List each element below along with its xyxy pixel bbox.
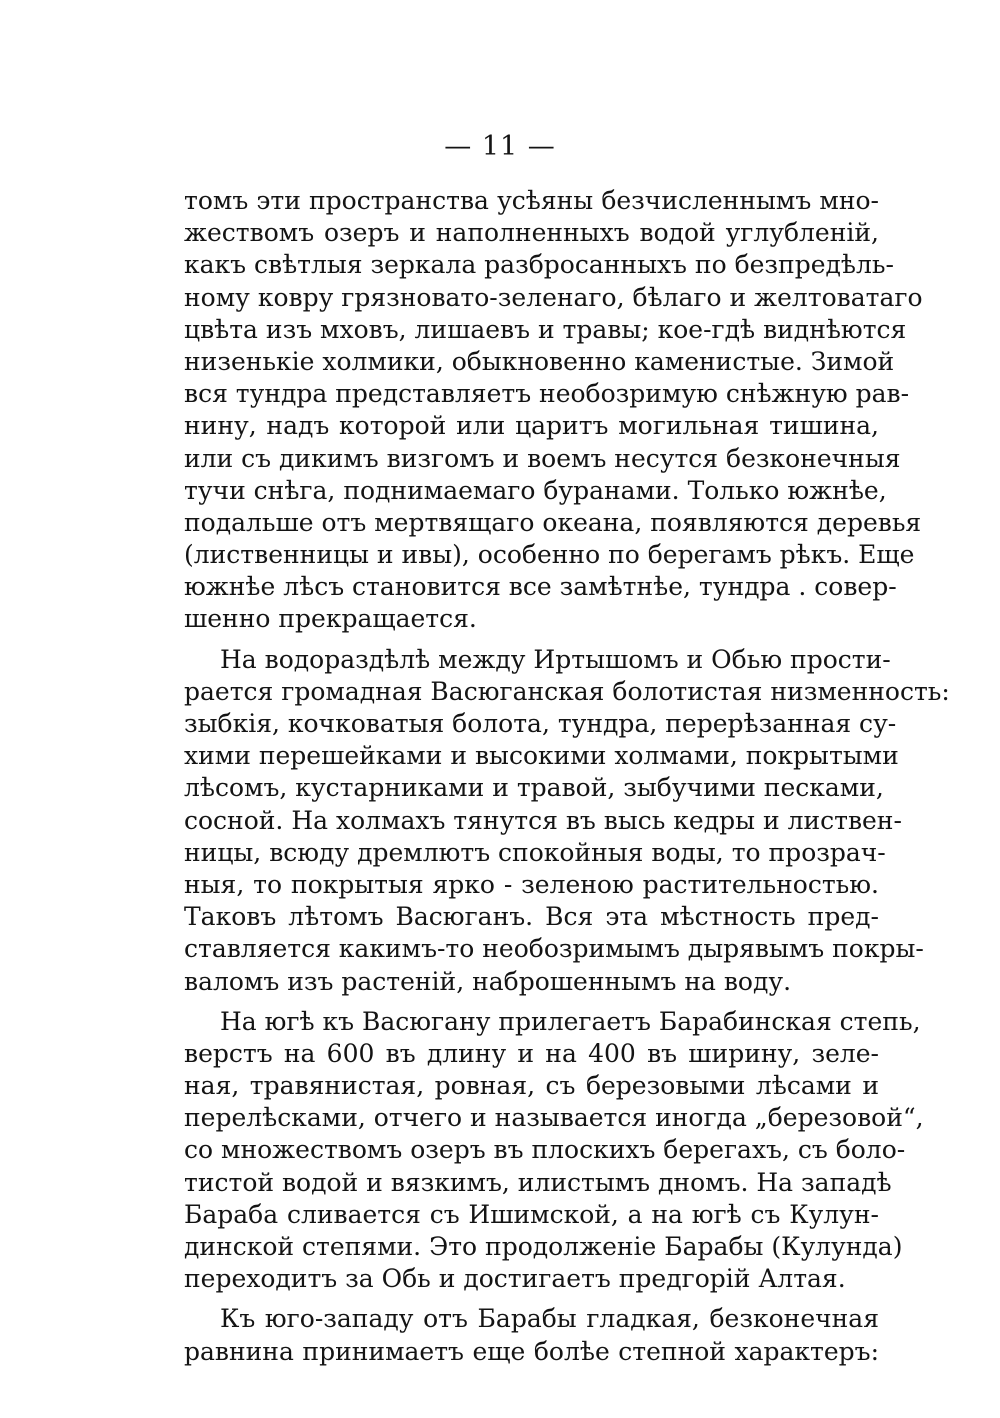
text-line: лѣсомъ, кустарниками и травой, зыбучими песками, (184, 773, 884, 803)
text-line: На югѣ къ Васюгану прилегаетъ Барабинская степь, (220, 1006, 921, 1036)
text-line: (лиственницы и ивы), особенно по берегамъ рѣкъ. Еще (184, 540, 915, 570)
text-line: подальше отъ мертвящаго океана, появляются деревья (184, 507, 922, 537)
text-line: цвѣта изъ мховъ, лишаевъ и травы; кое-гдѣ виднѣются (184, 314, 907, 344)
text-line: валомъ изъ растеній, наброшеннымъ на воду. (184, 966, 792, 996)
text-line: верстъ на 600 въ длину и на 400 въ ширину, зеле- (184, 1038, 879, 1068)
text-line: вся тундра представляетъ необозримую снѣжную рав- (184, 379, 910, 409)
text-line: На водораздѣлѣ между Иртышомъ и Обью прости- (220, 644, 891, 674)
text-line: ная, травянистая, ровная, съ березовыми лѣсами и (184, 1071, 879, 1101)
text-line: тучи снѣга, поднимаемаго буранами. Только южнѣе, (184, 475, 887, 505)
text-line: нину, надъ которой или царитъ могильная тишина, (184, 411, 879, 441)
paragraph-tundra (184, 185, 923, 636)
text-line: или съ дикимъ визгомъ и воемъ несутся безконечныя (184, 443, 901, 473)
text-line: Къ юго-западу отъ Барабы гладкая, безконечная (220, 1304, 879, 1334)
paragraph-steppe (184, 1303, 879, 1367)
text-line: жествомъ озеръ и наполненныхъ водой углубленій, (184, 218, 879, 248)
text-line: рается громадная Васюганская болотистая низменность: (184, 676, 950, 706)
text-line: Бараба сливается съ Ишимской, а на югѣ съ Кулун- (184, 1199, 879, 1229)
text-line: ставляется какимъ-то необозримымъ дырявымъ покры- (184, 934, 924, 964)
body-text (184, 185, 950, 1368)
text-line: ницы, всюду дремлютъ спокойныя воды, то прозрач- (184, 837, 886, 867)
text-line: томъ эти пространства усѣяны безчисленнымъ мно- (184, 186, 879, 215)
text-line: со множествомъ озеръ въ плоскихъ берегахъ, съ боло- (184, 1135, 906, 1165)
paragraph-baraba (184, 1006, 924, 1296)
paragraph-vasyugan (184, 644, 950, 998)
text-line: переходитъ за Обь и достигаетъ предгорій Алтая. (184, 1264, 846, 1294)
text-line: ныя, то покрытыя ярко - зеленою растительностью. (184, 869, 879, 899)
text-line: равнина принимаетъ еще болѣе степной характеръ: (184, 1336, 879, 1366)
text-line: зыбкія, кочковатыя болота, тундра, перерѣзанная су- (184, 709, 897, 738)
text-line: сосной. На холмахъ тянутся въ высь кедры и листвен- (184, 805, 902, 835)
text-line: южнѣе лѣсъ становится все замѣтнѣе, тундра . совер- (184, 572, 897, 602)
text-line: ному ковру грязновато-зеленаго, бѣлаго и желтоватаго (184, 282, 923, 312)
text-line: какъ свѣтлыя зеркала разбросанныхъ по безпредѣль- (184, 250, 894, 280)
text-line: шенно прекращается. (184, 604, 477, 634)
text-line: Таковъ лѣтомъ Васюганъ. Вся эта мѣстность пред- (184, 902, 879, 932)
text-line: динской степями. Это продолженіе Барабы (Кулунда) (184, 1232, 903, 1261)
text-line: хими перешейками и высокими холмами, покрытыми (184, 741, 899, 771)
text-line: тистой водой и вязкимъ, илистымъ дномъ. На западѣ (184, 1167, 892, 1197)
text-line: перелѣсками, отчего и называется иногда „березовой“, (184, 1103, 924, 1133)
page-number: — 11 — (444, 131, 556, 162)
text-line: низенькіе холмики, обыкновенно каменистые. Зимой (184, 346, 895, 376)
